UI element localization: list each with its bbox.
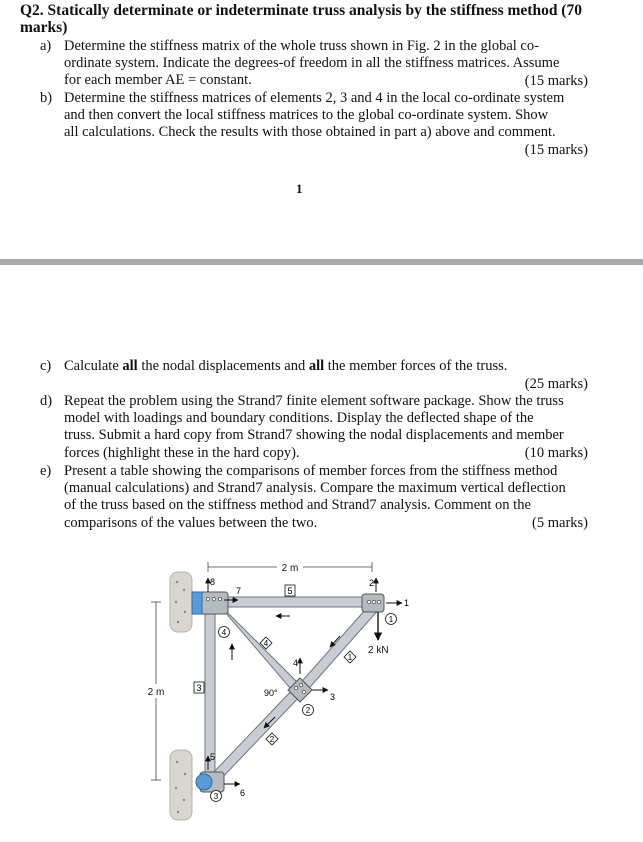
svg-text:4: 4 xyxy=(221,628,227,637)
member-2 xyxy=(210,685,304,783)
question-title xyxy=(20,2,610,36)
question-title-line1: Q2. Statically determinate or indeterminate truss analysis by the stiffness method (70 xyxy=(20,2,582,19)
wall-top xyxy=(170,572,192,632)
part-c-post: the member forces of the truss. xyxy=(324,358,508,374)
part-a-marks: (15 marks) xyxy=(524,72,588,89)
member-label-5 xyxy=(285,585,295,596)
dof-label-6: 6 xyxy=(240,788,246,798)
part-c-pre: Calculate xyxy=(64,358,123,374)
part-e-line: (manual calculations) and Strand7 analysis. Compare the maximum vertical deflection xyxy=(64,480,566,497)
part-c-label: c) xyxy=(40,358,52,374)
part-d-label: d) xyxy=(40,393,53,409)
dof-label-1: 1 xyxy=(404,598,410,608)
member-label-2 xyxy=(266,733,278,745)
part-e-text xyxy=(64,463,566,532)
part-b-text xyxy=(64,90,564,142)
part-e-line: comparisons of the values between the two. xyxy=(64,514,318,531)
angle-label: 90° xyxy=(264,688,278,698)
part-b-line: Determine the stiffness matrices of elements 2, 3 and 4 in the local co-ordinate system xyxy=(64,90,565,106)
member-label-3 xyxy=(194,682,204,693)
part-c-bold: all xyxy=(122,358,138,374)
part-d-line: truss. Submit a hard copy from Strand7 showing the nodal displacements and member xyxy=(64,427,564,444)
truss-figure xyxy=(140,552,430,822)
part-d-line: Repeat the problem using the Strand7 finite element software package. Show the truss xyxy=(64,393,564,409)
part-e-marks: (5 marks) xyxy=(532,514,588,531)
dof-label-7: 7 xyxy=(236,586,242,596)
part-a-line: for each member AE = constant. xyxy=(64,72,252,89)
page-number: 1 xyxy=(296,181,303,196)
part-e-line: of the truss based on the stiffness method and Strand7 analysis. Comment on the xyxy=(64,497,531,514)
part-b-line: all calculations. Check the results with those obtained in part a) above and comment. xyxy=(64,124,556,141)
dof-label-2: 2 xyxy=(369,578,375,588)
part-d-text xyxy=(64,393,564,462)
question-title-line2: marks) xyxy=(20,19,68,36)
page-divider xyxy=(0,259,643,265)
svg-text:4: 4 xyxy=(263,639,269,648)
part-d xyxy=(40,393,588,462)
part-c-text xyxy=(64,358,507,375)
node-label-2 xyxy=(303,705,314,716)
part-e xyxy=(40,463,588,532)
part-d-line: forces (highlight these in the hard copy). xyxy=(64,444,300,461)
part-a-label: a) xyxy=(40,38,52,54)
dof-label-8: 8 xyxy=(210,577,216,587)
part-e-label: e) xyxy=(40,463,52,479)
pin-support-bottom xyxy=(196,774,212,790)
svg-text:2: 2 xyxy=(305,706,311,715)
part-b-line: and then convert the local stiffness matrices to the global co-ordinate system. Show xyxy=(64,107,549,124)
part-b-label: b) xyxy=(40,90,53,106)
part-c-marks: (25 marks) xyxy=(524,375,588,392)
part-b xyxy=(40,90,588,159)
dof-label-5: 5 xyxy=(210,752,216,762)
part-a-line: Determine the stiffness matrix of the whole truss shown in Fig. 2 in the global co- xyxy=(64,38,539,54)
wall-bottom xyxy=(170,750,192,820)
svg-text:3: 3 xyxy=(196,683,202,693)
svg-text:5: 5 xyxy=(287,586,293,596)
dim-label-top: 2 m xyxy=(281,563,299,574)
part-a xyxy=(40,38,588,90)
member-label-1 xyxy=(344,651,356,663)
member-5 xyxy=(208,597,372,607)
part-b-marks: (15 marks) xyxy=(524,141,588,158)
part-c-mid: the nodal displacements and xyxy=(137,358,309,374)
part-a-text xyxy=(64,38,559,90)
node-label-1 xyxy=(386,614,397,625)
dof-label-4: 4 xyxy=(293,658,299,668)
joint-4 xyxy=(200,592,228,614)
dim-label-left: 2 m xyxy=(147,687,165,698)
load-label: 2 kN xyxy=(368,645,389,656)
part-a-line: ordinate system. Indicate the degrees-of freedom in all the stiffness matrices. Assume xyxy=(64,55,560,72)
part-d-line: model with loadings and boundary conditions. Display the deflected shape of the xyxy=(64,410,534,427)
svg-text:1: 1 xyxy=(388,615,394,624)
svg-text:1: 1 xyxy=(347,653,353,662)
part-c xyxy=(40,358,588,393)
part-c-bold: all xyxy=(308,358,325,374)
part-d-marks: (10 marks) xyxy=(524,444,588,461)
svg-text:2: 2 xyxy=(269,735,275,744)
pin-support-top xyxy=(192,592,202,614)
node-label-3 xyxy=(211,791,222,802)
svg-text:3: 3 xyxy=(213,792,219,801)
part-e-line: Present a table showing the comparisons of member forces from the stiffness method xyxy=(64,463,558,479)
node-label-4 xyxy=(219,627,230,638)
dof-label-3: 3 xyxy=(330,692,336,702)
